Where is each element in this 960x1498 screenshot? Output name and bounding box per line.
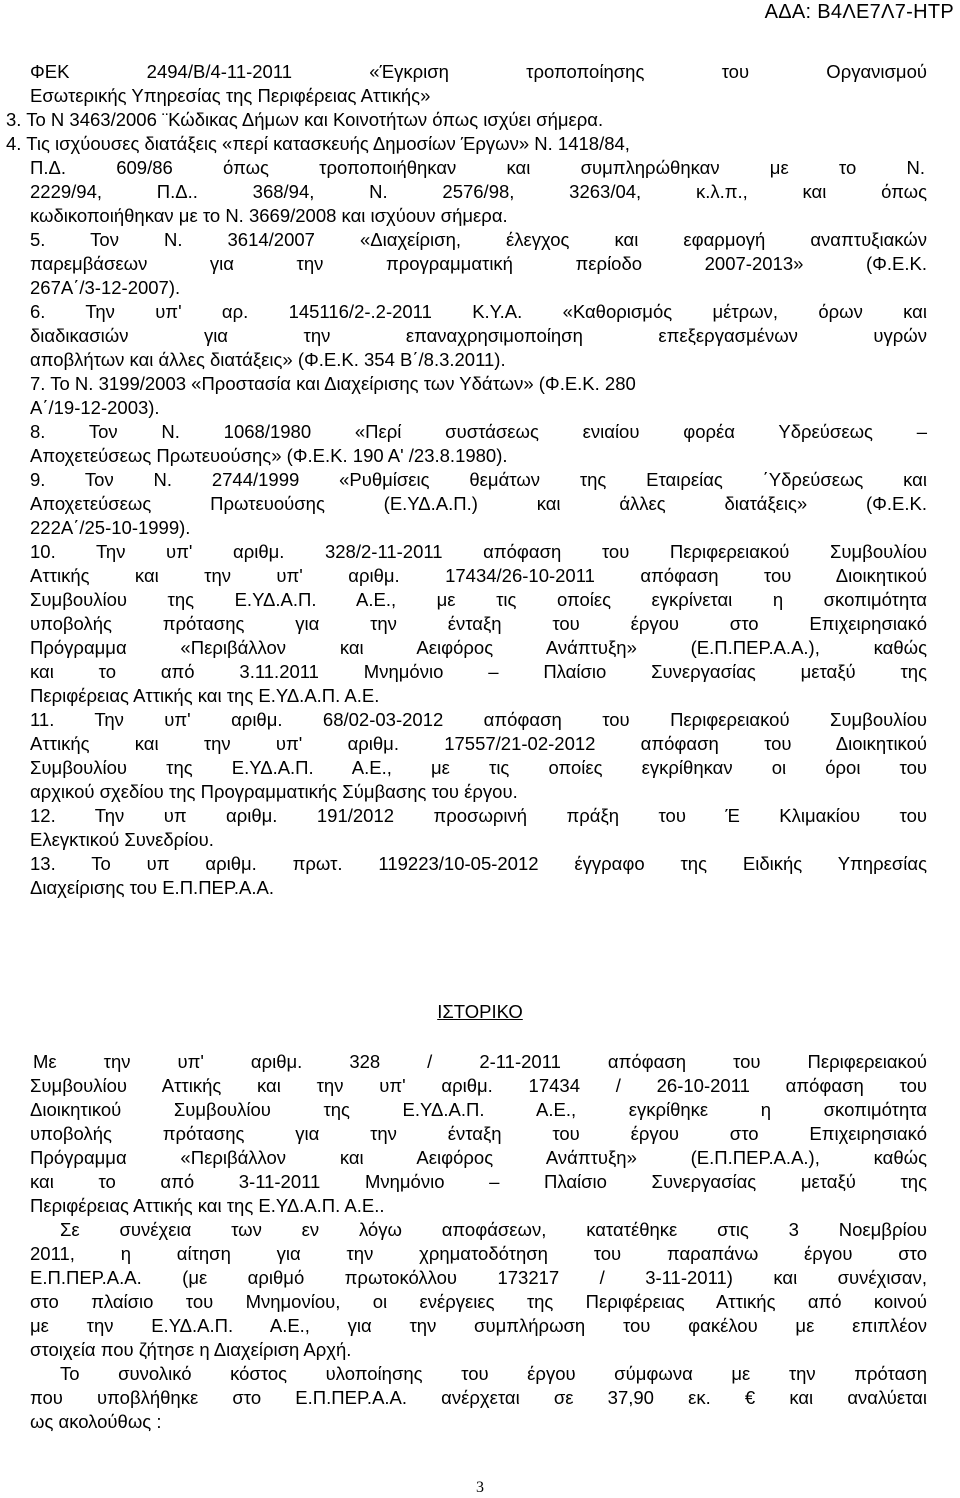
list-line: Αποχετεύσεως Πρωτευούσης» (Φ.Ε.Κ. 190 Α' /23.8.1980). [30, 445, 508, 466]
list-line: 13. Το υπ αριθμ. πρωτ. 119223/10-05-2012 έγγραφο της Ειδικής Υπηρεσίας [30, 853, 927, 874]
list-line: 10. Την υπ' αριθμ. 328/2-11-2011 απόφαση του Περιφερειακού Συμβουλίου [30, 541, 927, 562]
list-line: αρχικού σχεδίου της Προγραμματικής Σύμβασης του έργου. [30, 781, 518, 802]
list-line: Ελεγκτικού Συνεδρίου. [30, 829, 214, 850]
list-line: Συμβουλίου της Ε.ΥΔ.Α.Π. Α.Ε., με τις οποίες εγκρίνεται η σκοπιμότητα [30, 589, 927, 610]
list-line: Π.Δ. 609/86 όπως τροποποιήθηκαν και συμπληρώθηκαν με το Ν. [30, 157, 925, 178]
history-line: ως ακολούθως : [30, 1411, 162, 1432]
list-line: ΦΕΚ 2494/Β/4-11-2011 «Έγκριση τροποποίησης του Οργανισμού [30, 61, 927, 82]
history-line: 2011, η αίτηση για την χρηματοδότηση του παραπάνω έργου στο [30, 1243, 927, 1264]
history-line: Με την υπ' αριθμ. 328 / 2-11-2011 απόφαση του Περιφερειακού [33, 1051, 927, 1072]
history-line: υποβολής πρότασης για την ένταξη του έργου στο Επιχειρησιακό [30, 1123, 927, 1144]
history-line: με την Ε.ΥΔ.Α.Π. Α.Ε., για την συμπλήρωση του φακέλου με επιπλέον [30, 1315, 927, 1336]
list-line: Πρόγραμμα «Περιβάλλον και Αειφόρος Ανάπτυξη» (Ε.Π.ΠΕΡ.Α.Α.), καθώς [30, 637, 927, 658]
list-line: Αποχετεύσεως Πρωτευούσης (Ε.ΥΔ.Α.Π.) και άλλες διατάξεις» (Φ.Ε.Κ. [30, 493, 927, 514]
list-line: παρεμβάσεων για την προγραμματική περίοδο 2007-2013» (Φ.Ε.Κ. [30, 253, 927, 274]
list-line: Α΄/19-12-2003). [30, 397, 160, 418]
list-line: Αττικής και την υπ' αριθμ. 17434/26-10-2011 απόφαση του Διοικητικού [30, 565, 927, 586]
page-number: 3 [476, 1479, 484, 1496]
history-line: Περιφέρειας Αττικής και της Ε.ΥΔ.Α.Π. Α.Ε.. [30, 1195, 385, 1216]
list-line: υποβολής πρότασης για την ένταξη του έργου στο Επιχειρησιακό [30, 613, 927, 634]
history-line: στο πλαίσιο του Μνημονίου, οι ενέργειες της Περιφέρειας Αττικής από κοινού [30, 1291, 927, 1312]
list-line: 5. Τον Ν. 3614/2007 «Διαχείριση, έλεγχος και εφαρμογή αναπτυξιακών [30, 229, 927, 250]
list-line: 9. Τον Ν. 2744/1999 «Ρυθμίσεις θεμάτων της Εταιρείας ΄Υδρεύσεως και [30, 469, 927, 490]
list-line: κωδικοποιήθηκαν με το Ν. 3669/2008 και ισχύουν σήμερα. [30, 205, 508, 226]
list-line: διαδικασιών για την επαναχρησιμοποίηση επεξεργασμένων υγρών [30, 325, 927, 346]
list-line: Διαχείρισης του Ε.Π.ΠΕΡ.Α.Α. [30, 877, 274, 898]
history-line: και το από 3-11-2011 Μνημόνιο – Πλαίσιο Συνεργασίας μεταξύ της [30, 1171, 927, 1192]
list-line: 11. Την υπ' αριθμ. 68/02-03-2012 απόφαση του Περιφερειακού Συμβουλίου [30, 709, 927, 730]
list-line: Περιφέρειας Αττικής και της Ε.ΥΔ.Α.Π. Α.Ε. [30, 685, 380, 706]
ada-code: ΑΔΑ: Β4ΛΕ7Λ7-ΗΤΡ [764, 1, 954, 23]
list-line: 7. Το Ν. 3199/2003 «Προστασία και Διαχείρισης των Υδάτων» (Φ.Ε.Κ. 280 [30, 373, 636, 394]
list-line: 267Α΄/3-12-2007). [30, 277, 181, 298]
history-line: που υποβλήθηκε στο Ε.Π.ΠΕΡ.Α.Α. ανέρχεται σε 37,90 εκ. € και αναλύεται [30, 1387, 927, 1408]
history-line: Το συνολικό κόστος υλοποίησης του έργου σύμφωνα με την πρόταση [60, 1363, 927, 1384]
list-line: 4. Τις ισχύουσες διατάξεις «περί κατασκευής Δημοσίων Έργων» Ν. 1418/84, [6, 133, 630, 154]
section-title: ΙΣΤΟΡΙΚΟ [437, 1001, 523, 1022]
list-line: Συμβουλίου της Ε.ΥΔ.Α.Π. Α.Ε., με τις οποίες εγκρίθηκαν οι όροι του [30, 757, 927, 778]
history-line: Συμβουλίου Αττικής και την υπ' αριθμ. 17434 / 26-10-2011 απόφαση του [30, 1075, 927, 1096]
history-line: Σε συνέχεια των εν λόγω αποφάσεων, κατατέθηκε στις 3 Νοεμβρίου [60, 1219, 927, 1240]
list-line: Εσωτερικής Υπηρεσίας της Περιφέρειας Αττικής» [30, 85, 431, 106]
list-line: αποβλήτων και άλλες διατάξεις» (Φ.Ε.Κ. 354 Β΄/8.3.2011). [30, 349, 506, 370]
list-line: Αττικής και την υπ' αριθμ. 17557/21-02-2012 απόφαση του Διοικητικού [30, 733, 927, 754]
list-line: 8. Τον Ν. 1068/1980 «Περί συστάσεως ενιαίου φορέα Υδρεύσεως – [30, 421, 927, 442]
list-line: 2229/94, Π.Δ.. 368/94, Ν. 2576/98, 3263/04, κ.λ.π., και όπως [30, 181, 927, 202]
history-line: στοιχεία που ζήτησε η Διαχείριση Αρχή. [30, 1339, 352, 1360]
list-line: και το από 3.11.2011 Μνημόνιο – Πλαίσιο Συνεργασίας μεταξύ της [30, 661, 927, 682]
list-line: 3. Το Ν 3463/2006 ¨Κώδικας Δήμων και Κοινοτήτων όπως ισχύει σήμερα. [6, 109, 604, 130]
history-line: Ε.Π.ΠΕΡ.Α.Α. (με αριθμό πρωτοκόλλου 173217 / 3-11-2011) και συνέχισαν, [30, 1267, 927, 1288]
history-line: Πρόγραμμα «Περιβάλλον και Αειφόρος Ανάπτυξη» (Ε.Π.ΠΕΡ.Α.Α.), καθώς [30, 1147, 927, 1168]
history-line: Διοικητικού Συμβουλίου της Ε.ΥΔ.Α.Π. Α.Ε., εγκρίθηκε η σκοπιμότητα [30, 1099, 927, 1120]
list-line: 12. Την υπ αριθμ. 191/2012 προσωρινή πράξη του Έ Κλιμακίου του [30, 805, 927, 826]
list-line: 6. Την υπ' αρ. 145116/2-.2-2011 Κ.Υ.Α. «Καθορισμός μέτρων, όρων και [30, 301, 927, 322]
list-line: 222Α΄/25-10-1999). [30, 517, 191, 538]
